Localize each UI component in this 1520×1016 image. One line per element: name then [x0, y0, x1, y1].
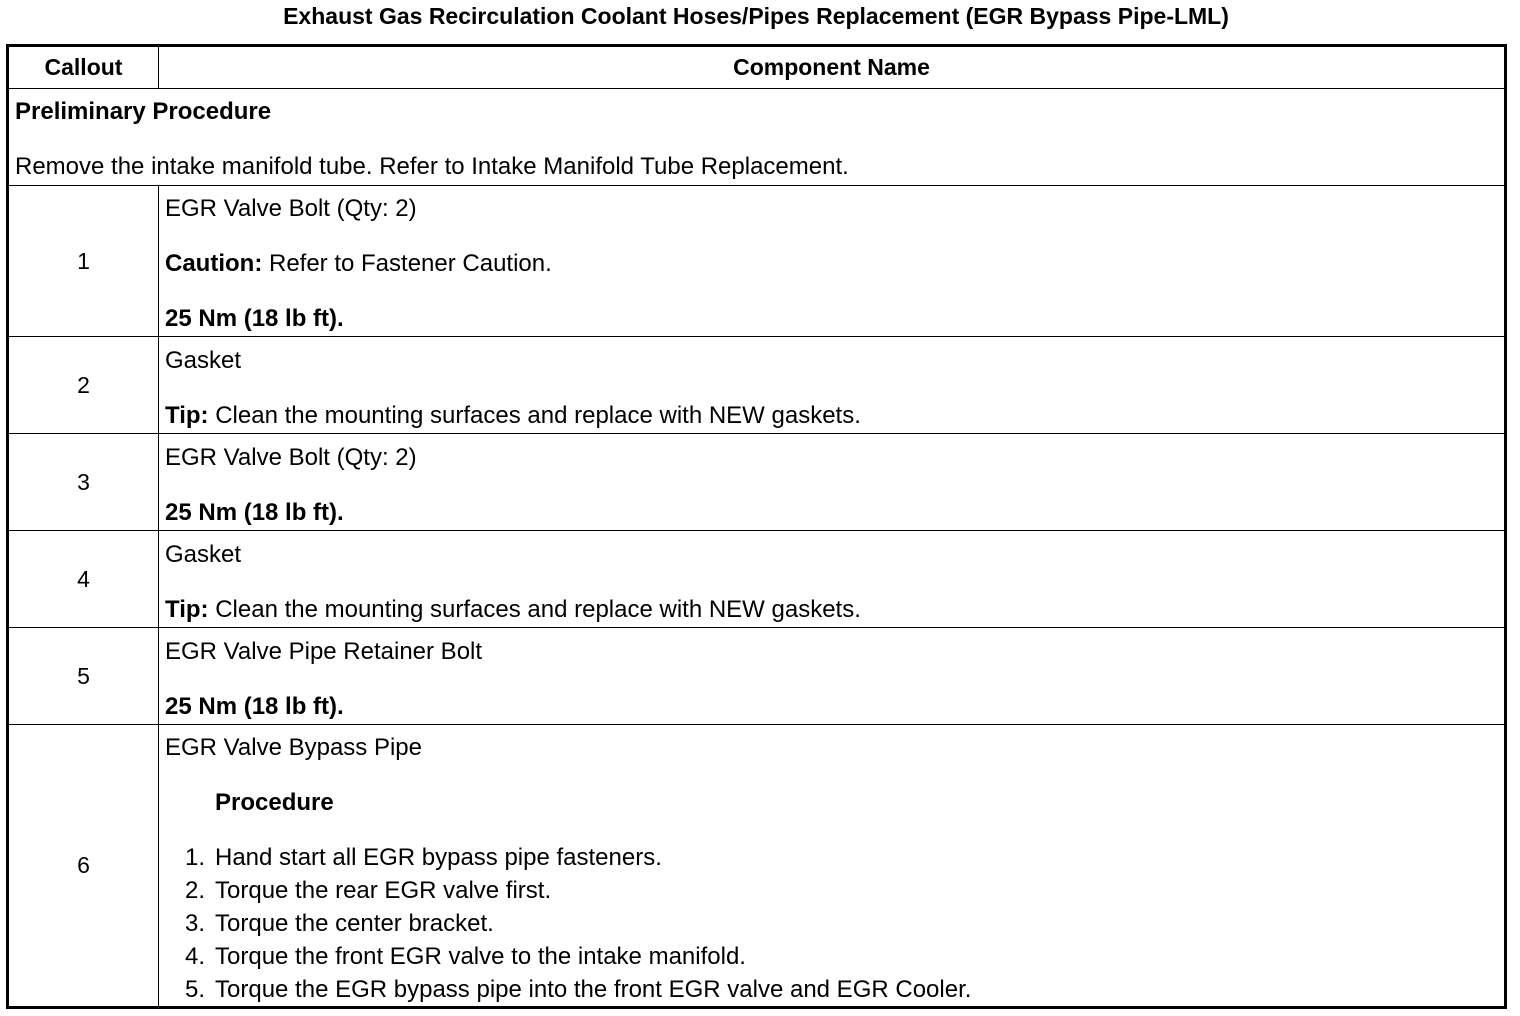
- component-cell: [159, 725, 1506, 1008]
- torque-spec: 25 Nm (18 lb ft).: [165, 692, 344, 720]
- step-number: 4.: [184, 942, 205, 970]
- table-row: [8, 434, 1506, 531]
- step-text: Torque the rear EGR valve first.: [215, 876, 552, 904]
- preliminary-text: Remove the intake manifold tube. Refer to Intake Manifold Tube Replacement.: [15, 153, 849, 180]
- tip-label: Tip:: [165, 401, 209, 429]
- component-name-header: Component Name: [159, 46, 1506, 89]
- callout-number: 4: [8, 531, 159, 628]
- step-number: 2.: [184, 876, 205, 904]
- caution-label: Caution:: [165, 250, 263, 277]
- callout-number: 6: [8, 725, 159, 1008]
- callout-number: 5: [8, 628, 159, 725]
- component-name: Gasket: [165, 346, 242, 374]
- caution-note: [165, 250, 1498, 278]
- callout-number: 2: [8, 337, 159, 434]
- procedure-step: [165, 874, 1498, 907]
- tip-note: [165, 596, 1498, 624]
- procedure-steps: [165, 841, 1498, 1006]
- step-number: 3.: [184, 909, 205, 937]
- component-name: EGR Valve Pipe Retainer Bolt: [165, 637, 483, 665]
- component-name: EGR Valve Bolt (Qty: 2): [165, 195, 417, 222]
- callout-number: 3: [8, 434, 159, 531]
- procedure-heading: Procedure: [215, 788, 334, 816]
- procedure-step: [165, 841, 1498, 874]
- tip-note: [165, 402, 1498, 430]
- step-text: Torque the front EGR valve to the intake manifold.: [215, 942, 746, 970]
- tip-text: Clean the mounting surfaces and replace with NEW gaskets.: [208, 595, 861, 623]
- preliminary-heading: Preliminary Procedure: [15, 98, 272, 125]
- header-row: [8, 46, 1506, 89]
- procedure-step: [165, 907, 1498, 940]
- step-text: Torque the EGR bypass pipe into the front EGR valve and EGR Cooler.: [215, 975, 972, 1003]
- torque-spec: 25 Nm (18 lb ft).: [165, 305, 344, 332]
- component-name: Gasket: [165, 540, 242, 568]
- step-number: 5.: [184, 975, 205, 1003]
- component-cell: [159, 531, 1506, 628]
- preliminary-row: [8, 89, 1506, 186]
- procedure-step: [165, 940, 1498, 973]
- torque-spec: 25 Nm (18 lb ft).: [165, 498, 344, 526]
- table-row: [8, 337, 1506, 434]
- callout-header: Callout: [8, 46, 159, 89]
- tip-text: Clean the mounting surfaces and replace with NEW gaskets.: [208, 401, 861, 429]
- table-row: [8, 186, 1506, 337]
- table-row: [8, 628, 1506, 725]
- component-cell: [159, 337, 1506, 434]
- tip-label: Tip:: [165, 595, 209, 623]
- caution-text: Refer to Fastener Caution.: [262, 250, 552, 277]
- step-number: 1.: [184, 843, 205, 871]
- table-row: [8, 725, 1506, 1008]
- component-name: EGR Valve Bypass Pipe: [165, 733, 423, 761]
- procedure-step: [165, 973, 1498, 1006]
- callout-number: 1: [8, 186, 159, 337]
- preliminary-cell: [8, 89, 1506, 186]
- component-cell: [159, 186, 1506, 337]
- page-title: Exhaust Gas Recirculation Coolant Hoses/Pipes Replacement (EGR Bypass Pipe-LML): [283, 3, 1229, 29]
- step-text: Hand start all EGR bypass pipe fasteners.: [215, 843, 662, 871]
- table-row: [8, 531, 1506, 628]
- step-text: Torque the center bracket.: [215, 909, 494, 937]
- procedure-table: [6, 44, 1507, 1009]
- component-cell: [159, 434, 1506, 531]
- component-cell: [159, 628, 1506, 725]
- component-name: EGR Valve Bolt (Qty: 2): [165, 443, 417, 471]
